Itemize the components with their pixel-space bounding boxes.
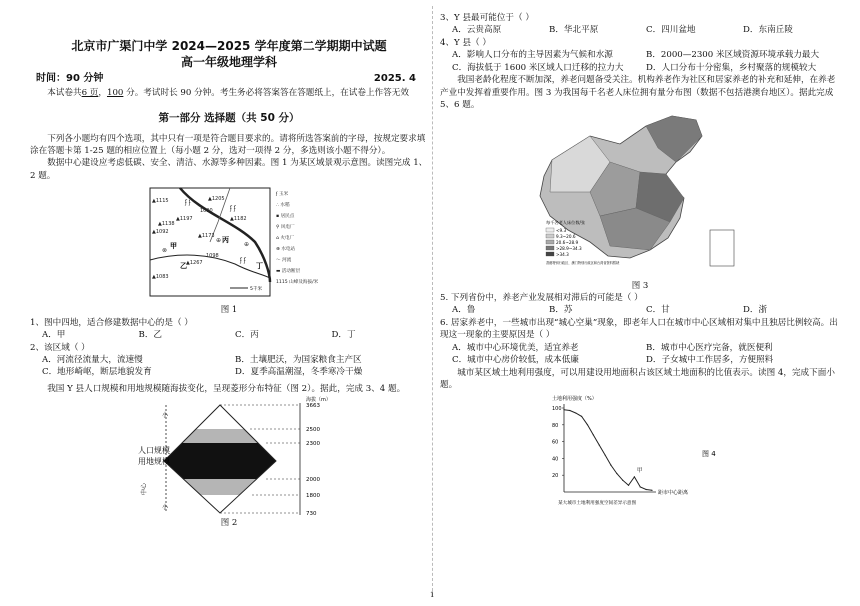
svg-text:5千米: 5千米 [250,287,263,293]
q4-option-b[interactable]: B．2000—2300 米区域资源环境承载力最大 [646,50,820,61]
fig3-note: 香港特别行政区、澳门特别行政区和台湾省资料暂缺 [546,260,620,265]
svg-text:每千名老人床位数/张: 每千名老人床位数/张 [546,219,586,225]
svg-text:▲1182: ▲1182 [230,216,247,223]
fig4-y-tick-label: 100 [552,405,562,412]
q4-option-a[interactable]: A．影响人口分布的主导因素为气候和水源 [452,50,613,61]
fig4-point [599,444,600,445]
left-column [30,0,428,530]
fig4-bottom-title: 某大城市土地利用强度空间差异示意图 [558,500,637,506]
stem-q7: 城市某区域土地利用强度，可以用建设用地面积占该区域土地面积的比值表示。读图 4，完成下面小题。 [440,367,835,391]
exam-title: 北京市广渠门中学 2024—2025 学年度第二学期期中试题 [71,39,387,53]
q3-option-d[interactable]: D．东南丘陵 [743,25,793,36]
fig4-point [616,472,617,473]
svg-text:▲1138: ▲1138 [158,221,175,228]
svg-text:ʄ ʄ: ʄ ʄ [240,257,246,265]
figure-1-map [30,182,428,304]
svg-text:海拔（m）: 海拔（m） [306,397,331,404]
svg-text:ʄ ʄ: ʄ ʄ [185,199,191,207]
svg-text:1090: 1090 [200,208,213,215]
svg-text:ʄ ʄ: ʄ ʄ [230,205,236,213]
fig4-point [587,424,588,425]
svg-text:▲1115: ▲1115 [152,198,169,205]
svg-text:2300: 2300 [306,441,320,448]
svg-text:ʄ 玉米: ʄ 玉米 [276,192,289,198]
fig4-point [628,484,629,485]
figure-4-line-chart [440,392,840,510]
q2-stem: 2、该区域（ ） [30,342,90,353]
svg-text:>34.3: >34.3 [556,251,569,257]
fig4-y-tick-label: 20 [552,472,559,479]
q3-stem: 3、Y 县最可能位于（ ） [440,13,534,23]
svg-text:～ 河流: ～ 河流 [276,258,292,264]
q2-option-b[interactable]: B．土壤肥沃，为国家粮食主产区 [235,355,362,366]
svg-text:⊗: ⊗ [162,247,168,255]
stem-q3-4: 我国 Y 县人口规模和用地规模随海拔变化，呈现菱形分布特征（图 2）。据此，完成 3、4 题。 [47,383,406,394]
q4-stem: 4、Y 县（ ） [440,37,491,48]
svg-text:3663: 3663 [306,403,320,410]
exam-subtitle: 高一年级地理学科 [180,55,277,70]
q4-option-c[interactable]: C．海拔低于 1600 米区域人口迁移的拉力大 [452,62,624,73]
svg-text:9.3~20.6: 9.3~20.6 [556,233,576,239]
svg-text:∴ 水稻: ∴ 水稻 [276,203,290,209]
svg-text:1800: 1800 [306,493,320,500]
part1-instructions: 下列各小题均有四个选项，其中只有一项是符合题目要求的。请将所选答案前的字母，按规定要求填涂在答题卡第 1-25 题的相应位置上（每小题 2 分，选对一项得 2 分，多选则该小题不得分）。 [30,133,426,156]
svg-text:中心: 中心 [141,483,148,496]
svg-text:⊕ 水电站: ⊕ 水电站 [276,247,296,253]
svg-text:小: 小 [162,504,169,512]
fig4-y-tick-label: 40 [552,455,559,462]
exam-date: 2025. 4 [373,73,416,85]
svg-text:1115 山峰及海拔/米: 1115 山峰及海拔/米 [276,280,319,286]
q4-options [440,49,840,74]
place-yi: 乙 [180,262,187,271]
svg-text:▲1205: ▲1205 [208,196,225,203]
svg-text:⌂ 火电厂: ⌂ 火电厂 [276,236,295,242]
fig4-y-title: 土地利用强度（%） [552,395,597,402]
q6-option-d[interactable]: D．子女城中工作居多，方便照料 [646,355,774,366]
svg-text:2500: 2500 [306,427,320,434]
figure-4-wrap [440,392,840,510]
q5-stem: 5. 下列省份中，养老产业发展相对滞后的可能是（ ） [440,292,643,303]
svg-text:1098: 1098 [206,253,219,260]
q5-option-b[interactable]: B．苏 [549,305,573,316]
svg-text:▲1083: ▲1083 [152,274,169,281]
figure-3-china-map [440,112,840,280]
q6-option-c[interactable]: C．城市中心房价较低，成本低廉 [452,355,579,366]
fig1-legend [275,190,319,285]
q3-option-c[interactable]: C．四川盆地 [646,25,696,36]
figure-1-caption: 图 1 [220,305,238,316]
fig4-point [622,479,623,480]
svg-text:⚲ 风电厂: ⚲ 风电厂 [276,225,295,231]
figure-3-caption: 图 3 [631,280,649,291]
fig4-point [604,454,605,455]
label-land-scale: 用地规模 [138,457,170,467]
svg-text:▪ 居民点: ▪ 居民点 [276,214,295,220]
q1-option-a[interactable]: A．甲 [42,330,66,341]
q5-option-c[interactable]: C．甘 [646,305,670,316]
figure-4-caption: 图 4 [702,449,716,458]
fig4-x-label: 距市中心距离 [658,489,689,496]
fig4-point [634,476,635,477]
fig4-mark-jia: 甲 [637,467,643,474]
svg-text:730: 730 [306,511,317,518]
q2-options [30,354,428,379]
q1-stem: 1、图中四地，适合修建数据中心的是（ ） [30,317,193,328]
svg-text:>28.9~34.3: >28.9~34.3 [556,245,582,251]
fig4-y-tick-label: 60 [552,439,559,446]
stem-q1-2: 数据中心建设应考虑低碳、安全、清洁、水源等多种因素。图 1 为某区域景观示意图。读图完成 1、2 题。 [30,158,428,181]
svg-text:▬ 活动断层: ▬ 活动断层 [276,269,301,275]
q6-option-a[interactable]: A．城市中心环境优美，适宜养老 [452,342,579,353]
column-divider [432,6,433,596]
fig4-point [575,412,576,413]
fig4-point [593,434,594,435]
fig4-point [651,489,652,490]
fig4-point [610,464,611,465]
q1-option-b[interactable]: B．乙 [138,330,163,341]
q5-options [440,304,840,316]
svg-text:⊕: ⊕ [216,237,222,245]
svg-text:▲1092: ▲1092 [152,229,169,236]
page-marker: 1 [430,591,435,599]
q4-option-d[interactable]: D．人口分布十分密集，乡村聚落的规模较大 [646,62,817,73]
svg-text:⊕: ⊕ [244,241,250,249]
figure-2-caption: 图 2 [220,518,238,529]
fig4-y-tick-label: 80 [552,422,559,429]
place-jia: 甲 [170,242,177,251]
svg-text:▲1197: ▲1197 [176,216,193,223]
svg-text:2000: 2000 [306,477,320,484]
q1-option-d[interactable]: D．丁 [331,330,356,341]
q6-option-b[interactable]: B．城市中心医疗完备，就医便利 [646,342,773,353]
part1-heading: 第一部分 选择题（共 50 分） [158,112,300,125]
right-column [440,12,840,510]
figure-2-diamond [30,395,428,517]
fig4-point [646,488,647,489]
svg-text:▲1173: ▲1173 [198,233,215,240]
q1-option-c[interactable]: C．丙 [235,330,259,341]
q2-option-a[interactable]: A．河流径流量大，流速慢 [42,355,143,366]
fig4-point [640,486,641,487]
time-row [30,72,428,87]
q3-option-b[interactable]: B．华北平原 [549,25,599,36]
q6-stem: 6. 居家养老中，一些城市出现“城心空巢”现象，即老年人口在城市中心区域相对集中且独居比例较高。出现这一现象的主要原因是（ ） [440,317,838,341]
fig4-point [569,409,570,410]
q3-option-a[interactable]: A．云贵高原 [452,25,502,36]
svg-text:小: 小 [162,412,169,420]
place-ding: 丁 [256,262,263,271]
q1-options [30,329,428,341]
intro-text: 本试卷共6 页，100 分。考试时长 90 分钟。考生务必将答案答在答题纸上，在试卷上作答无效 [47,87,409,98]
fig4-point [563,409,564,410]
stem-q5-6: 我国老龄化程度不断加深，养老问题备受关注。机构养老作为社区和居家养老的补充和延伸，在养老产业中发挥着重要作用。图 3 为我国每千名老人床位拥有量分布图（数据不包括港澳台地区）。据此完成 5、6 题。 [440,75,836,111]
q2-option-c[interactable]: C．地形崎岖，断层地貌发育 [42,367,152,378]
svg-text:▲1267: ▲1267 [186,260,203,267]
q2-option-d[interactable]: D．夏季高温潮湿，冬季寒冷干燥 [235,367,363,378]
q5-option-d[interactable]: D．浙 [743,305,768,316]
q6-options [440,342,840,367]
label-population-scale: 人口规模 [138,446,170,456]
q3-options [440,24,840,36]
svg-text:20.6~28.9: 20.6~28.9 [556,239,579,245]
q5-option-a[interactable]: A．鲁 [452,305,476,316]
exam-time: 时间：90 分钟 [36,73,104,85]
svg-text:<9.3: <9.3 [556,227,567,233]
place-bing: 丙 [222,236,229,245]
fig4-point [581,415,582,416]
fig4-series-line [564,409,652,490]
